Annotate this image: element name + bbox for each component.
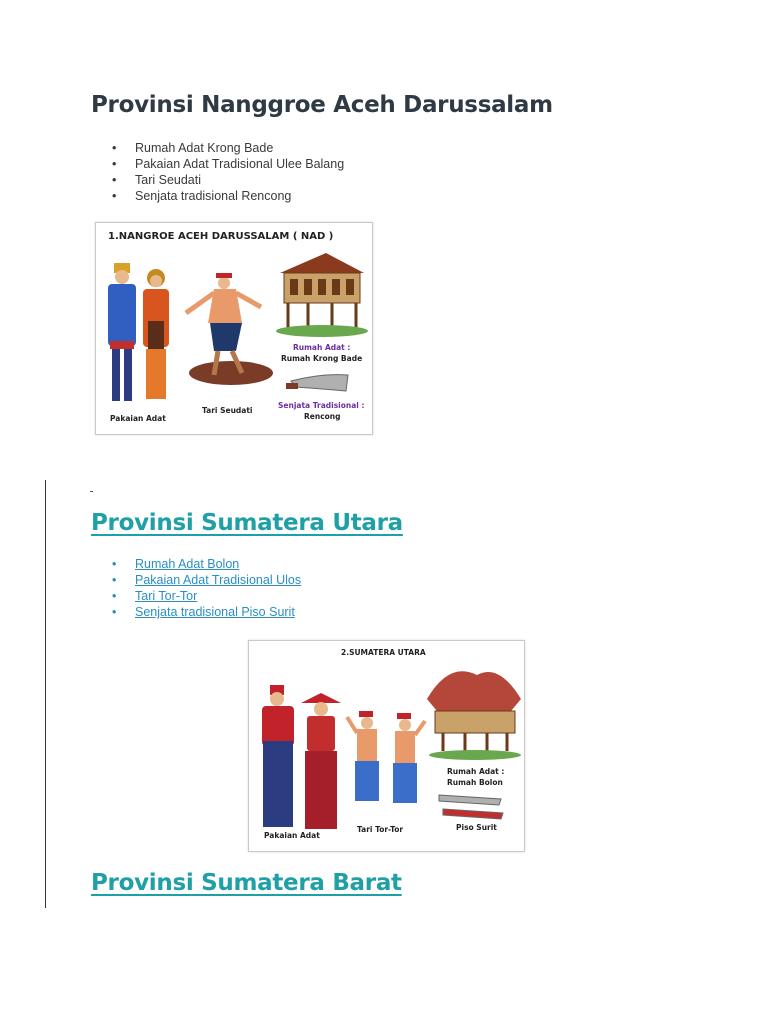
section-title-sumbar[interactable]: Provinsi Sumatera Barat <box>91 870 402 896</box>
list-item-link[interactable]: • Rumah Adat Bolon <box>112 556 301 572</box>
section-title-aceh: Provinsi Nanggroe Aceh Darussalam <box>91 92 553 118</box>
list-item: • Rumah Adat Krong Bade <box>112 140 344 156</box>
figure-heading: 2.SUMATERA UTARA <box>341 648 426 657</box>
margin-line <box>45 480 46 908</box>
dancer-figure <box>186 273 273 385</box>
label-pakaian: Pakaian Adat <box>110 414 166 423</box>
label-senjata: Piso Surit <box>456 823 497 832</box>
piso-surit-weapon <box>439 795 501 805</box>
label-tari: Tari Tor-Tor <box>357 825 404 834</box>
label-rumah-head: Rumah Adat : <box>293 343 351 352</box>
label-rumah: Rumah Krong Bade <box>281 354 363 363</box>
house-bolon <box>427 671 521 760</box>
section-title-sumut[interactable]: Provinsi Sumatera Utara <box>91 510 403 536</box>
sumut-illustration <box>249 641 524 851</box>
small-dash <box>90 491 93 492</box>
label-pakaian: Pakaian Adat <box>264 831 320 840</box>
rencong-weapon <box>291 375 348 391</box>
list-item: • Pakaian Adat Tradisional Ulee Balang <box>112 156 344 172</box>
list-sumut <box>112 556 301 620</box>
list-item: • Tari Seudati <box>112 172 344 188</box>
house-krong-bade <box>276 253 368 337</box>
man-figure <box>262 685 294 827</box>
woman-figure <box>143 269 169 399</box>
list-item-link[interactable]: • Pakaian Adat Tradisional Ulos <box>112 572 301 588</box>
label-rumah: Rumah Bolon <box>447 778 503 787</box>
label-rumah-head: Rumah Adat : <box>447 767 505 776</box>
list-item-link[interactable]: • Senjata tradisional Piso Surit <box>112 604 301 620</box>
figure-aceh <box>95 222 373 435</box>
dancers-figure <box>347 711 425 803</box>
list-aceh <box>112 140 344 204</box>
man-figure <box>108 263 136 401</box>
woman-figure <box>301 693 341 829</box>
label-senjata-head: Senjata Tradisional : <box>278 401 365 410</box>
label-senjata: Rencong <box>304 412 341 421</box>
list-item-link[interactable]: • Tari Tor-Tor <box>112 588 301 604</box>
list-item: • Senjata tradisional Rencong <box>112 188 344 204</box>
figure-heading: 1.NANGROE ACEH DARUSSALAM ( NAD ) <box>108 231 334 242</box>
label-tari: Tari Seudati <box>202 406 253 415</box>
figure-sumut <box>248 640 525 852</box>
aceh-illustration <box>96 223 372 434</box>
